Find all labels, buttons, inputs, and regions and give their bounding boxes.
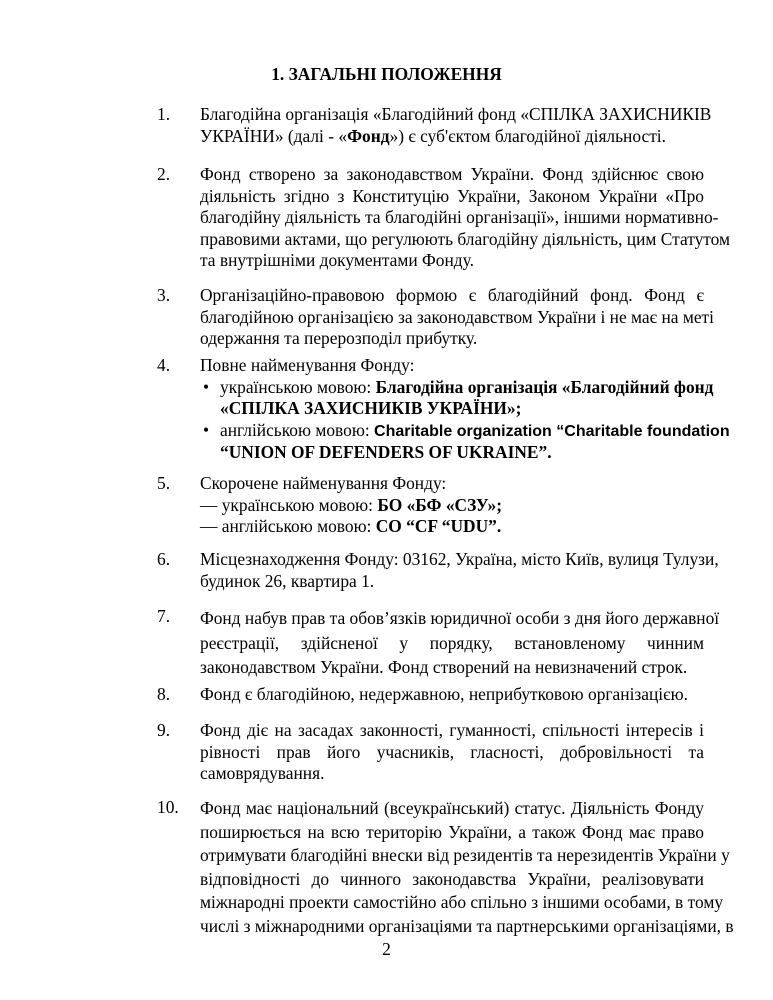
clause-number: 4. [157, 355, 171, 375]
bold-short-name: БО «БФ «СЗУ»; [377, 494, 502, 515]
text-line: Повне найменування Фонду: [200, 355, 415, 375]
text-line [200, 495, 704, 517]
text-line: реєстрації, здійсненої у порядку, встановленому чинним [200, 632, 704, 653]
bold-short-name: CO “CF “UDU”. [375, 516, 502, 537]
clause-number: 2. [157, 164, 171, 184]
bold-name: Charitable organization “Charitable foundation [374, 422, 730, 440]
text-line: міжнародні проекти самостійно або спільно з іншими особами, в тому [200, 892, 724, 913]
text-run: УКРАЇНИ» (далі - « [200, 125, 348, 146]
text-line: самоврядування. [200, 763, 325, 784]
bullet-icon: • [203, 376, 210, 397]
text-line: “UNION OF DEFENDERS OF UKRAINE”. [220, 442, 552, 463]
clause-number: 9. [157, 720, 171, 740]
text-line: відповідності до чинного законодавства України, реалізовувати [200, 868, 704, 889]
text-line [220, 419, 730, 443]
text-line: «СПІЛКА ЗАХИСНИКІВ УКРАЇНИ»; [220, 398, 522, 419]
text-run: українською мовою: [220, 376, 376, 397]
bold-name: Благодійна організація «Благодійний фонд [375, 376, 714, 397]
clause-text [200, 285, 714, 350]
bullet-item-ukrainian-name [200, 376, 714, 420]
clause-text [200, 797, 734, 939]
text-run: ») є суб'єктом благодійної діяльності. [389, 125, 666, 146]
clause-text [200, 104, 712, 147]
text-run: — українською мовою: [200, 494, 378, 515]
text-line: Фонд набув прав та обов’язків юридичної особи з дня його державної [200, 608, 720, 628]
text-run: — англійською мовою: [200, 516, 376, 537]
text-line: Фонд створено за законодавством України. Фонд здійснює свою [200, 164, 704, 184]
text-line: Організаційно-правовою формою є благодійний фонд. Фонд є [200, 285, 704, 305]
clause-number: 1. [157, 104, 171, 124]
bullet-item-english-name [200, 419, 730, 464]
text-line: Благодійна організація «Благодійний фонд «СПІЛКА ЗАХИСНИКІВ [200, 104, 712, 124]
page-number: 2 [382, 939, 391, 959]
text-line: благодійну діяльність та благодійні організації», іншими нормативно- [200, 207, 719, 228]
bold-term-fond: Фонд [347, 125, 390, 146]
clause-number: 3. [157, 285, 171, 305]
text-line [200, 516, 704, 538]
bullet-icon: • [203, 419, 210, 440]
text-line: та внутрішніми документами Фонду. [200, 250, 474, 271]
clause-number: 6. [157, 549, 171, 569]
text-line: діяльність згідно з Конституцію України, Законом України «Про [200, 185, 704, 206]
text-line: законодавством України. Фонд створений на невизначений строк. [200, 657, 688, 677]
text-line [200, 126, 704, 148]
text-line: благодійною організацією за законодавством України і не має на меті [200, 306, 714, 327]
clause-text [200, 355, 730, 464]
clause-number: 5. [157, 473, 171, 493]
text-line: рівності прав його учасників, гласності, добровільності та [200, 741, 704, 762]
clause-text [200, 164, 731, 272]
text-line: числі з міжнародними організаціями та партнерськими організаціями, в [200, 915, 734, 936]
text-line: отримувати благодійні внески від резидентів та нерезидентів України у [200, 845, 730, 866]
clause-text [200, 720, 704, 785]
text-run: англійською мовою: [220, 419, 375, 440]
text-line: правовими актами, що регулюють благодійну діяльність, цим Статутом [200, 228, 731, 249]
clause-text [200, 473, 704, 538]
clause-number: 7. [157, 606, 171, 626]
section-title: 1. ЗАГАЛЬНІ ПОЛОЖЕННЯ [271, 64, 502, 84]
text-line: Скорочене найменування Фонду: [200, 473, 447, 493]
text-line: Фонд діє на засадах законності, гуманності, спільності інтересів і [200, 720, 704, 740]
text-line: поширюється на всю територію України, а також Фонд має право [200, 821, 704, 842]
clause-text [200, 549, 719, 592]
text-line [220, 376, 714, 399]
text-line: Фонд має національний (всеукраїнський) статус. Діяльність Фонду [200, 798, 704, 818]
text-line: Місцезнаходження Фонду: 03162, Україна, місто Київ, вулиця Тулузи, [200, 549, 719, 569]
clause-number: 8. [157, 684, 171, 704]
text-line: будинок 26, квартира 1. [200, 570, 375, 591]
clause-text [200, 606, 720, 680]
clause-text [200, 684, 704, 706]
clause-number: 10. [157, 797, 179, 817]
text-line: одержання та перерозподіл прибутку. [200, 328, 478, 349]
text-line: Фонд є благодійною, недержавною, неприбутковою організацією. [200, 684, 688, 704]
